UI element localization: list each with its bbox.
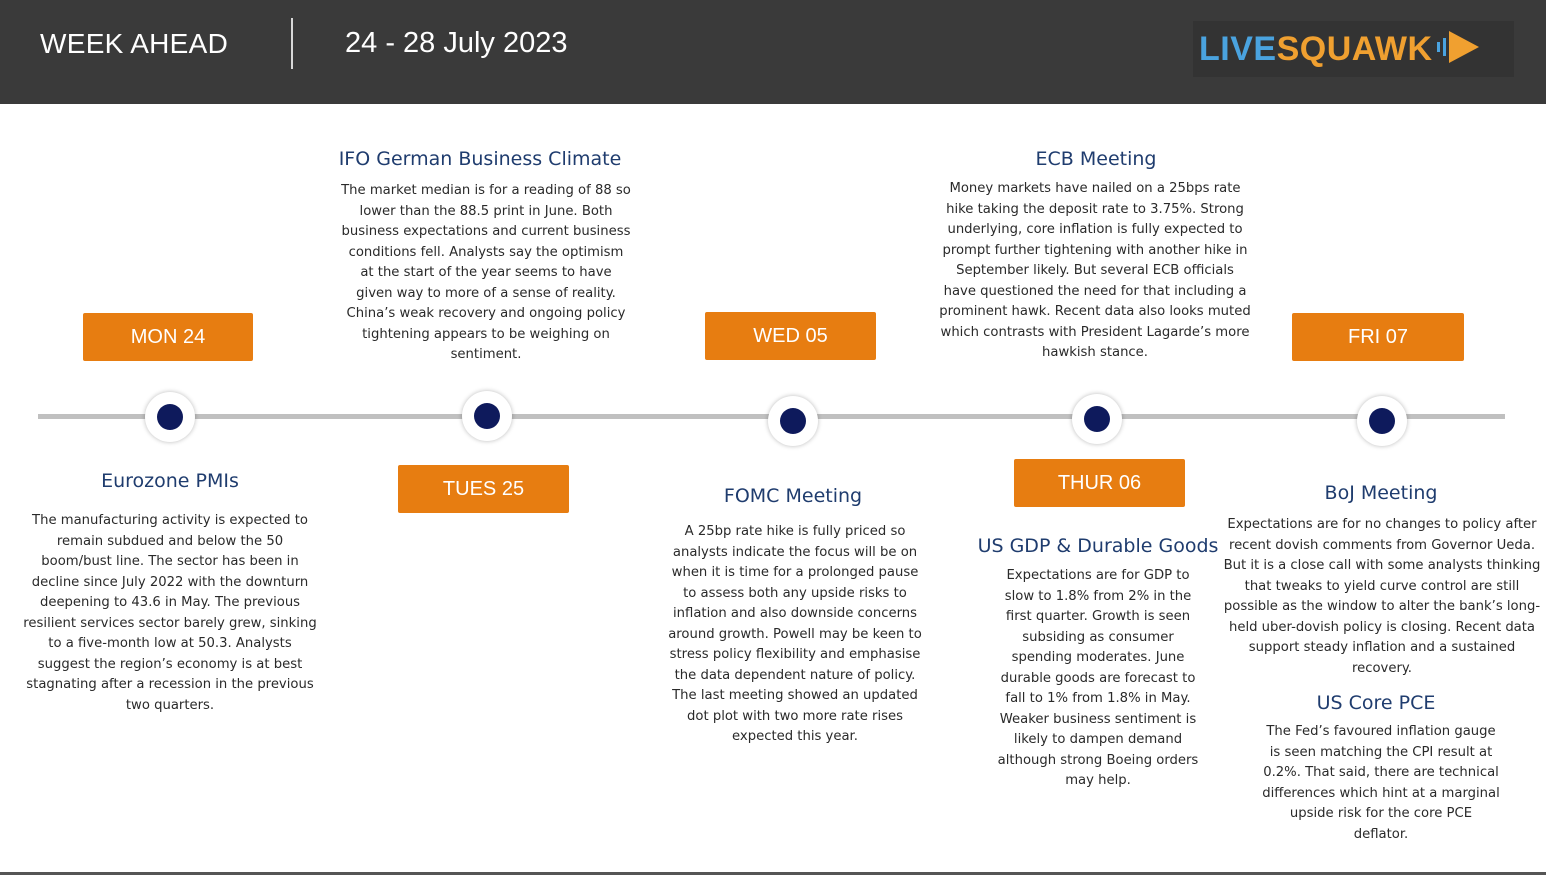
date-range: 24 - 28 July 2023 (345, 27, 568, 59)
day-label-thur: THUR 06 (1014, 459, 1185, 507)
header-divider (291, 18, 293, 69)
timeline-node-mon (145, 392, 195, 442)
event-title-eurozone-pmis: Eurozone PMIs (101, 470, 239, 492)
event-body-fomc: A 25bp rate hike is fully priced so analysts indicate the focus will be on when it is time for a prolonged pause to assess both any upside risks to inflation and also downside concerns around growth. Powell may be keen to stress policy flexibility and emphasise the data dependent nature of policy. The last meeting showed an updated dot plot with two more rate rises expected this year. (668, 524, 922, 744)
event-title-us-gdp: US GDP & Durable Goods (977, 535, 1219, 557)
timeline-node-fri (1357, 396, 1407, 446)
timeline-node-tues (462, 391, 512, 441)
timeline-dot (1084, 406, 1110, 432)
timeline-node-thur (1072, 394, 1122, 444)
event-title-fomc: FOMC Meeting (723, 485, 863, 507)
event-body-us-gdp: Expectations are for GDP to slow to 1.8% from 2% in the first quarter. Growth is seen subsiding as consumer spending moderates. June durable goods are forecast to fall to 1% from 1.8% in May. Weaker business sentiment is likely to dampen demand although strong Boeing orders may help. (997, 568, 1199, 788)
event-title-boj: BoJ Meeting (1324, 482, 1438, 504)
event-body-ifo: The market median is for a reading of 88 so lower than the 88.5 print in June. Both business expectations and current business conditions fell. Analysts say the optimism at the start of the year seems to have given way to more of a sense of reality. China’s weak recovery and ongoing policy tightening appears to be weighing on sentiment. (341, 183, 631, 362)
timeline-node-wed (768, 396, 818, 446)
event-title-ifo: IFO German Business Climate (338, 148, 622, 170)
event-body-boj: Expectations are for no changes to policy after recent dovish comments from Governor Ueda. But it is a close call with some analysts thinking that tweaks to yield curve control are still possible as the window to alter the bank’s long-held uber-dovish policy is closing. Recent data support steady inflation and a sustained recovery. (1223, 517, 1541, 676)
event-body-us-core-pce: The Fed’s favoured inflation gauge is seen matching the CPI result at 0.2%. That said, there are technical differences which hint at a marginal upside risk for the core PCE deflator. (1262, 724, 1500, 842)
day-label-fri: FRI 07 (1292, 313, 1464, 361)
event-title-ecb: ECB Meeting (1035, 148, 1157, 170)
timeline-dot (1369, 408, 1395, 434)
timeline-dot (157, 404, 183, 430)
timeline-dot (780, 408, 806, 434)
page-title: WEEK AHEAD (40, 28, 229, 59)
livesquawk-logo (1193, 21, 1514, 77)
event-body-eurozone-pmis: The manufacturing activity is expected to remain subdued and below the 50 boom/bust line. The sector has been in decline since July 2022 with the downturn deepening to 43.6 in May. The previous resilient services sector barely grew, sinking to a five-month low at 50.3. Analysts suggest the region’s economy is at best stagnating after a recession in the previous two quarters. (23, 513, 317, 713)
day-label-mon: MON 24 (83, 313, 253, 361)
play-arrow-icon (1435, 27, 1483, 71)
event-title-us-core-pce: US Core PCE (1316, 692, 1436, 714)
event-body-ecb: Money markets have nailed on a 25bps rate hike taking the deposit rate to 3.75%. Strong underlying, core inflation is fully expected to prompt further tightening with another hike in September likely. But several ECB officials have questioned the need for that including a prominent hawk. Recent data also looks muted which contrasts with President Lagarde’s more hawkish stance. (939, 181, 1251, 360)
day-label-tues: TUES 25 (398, 465, 569, 513)
day-label-wed: WED 05 (705, 312, 876, 360)
logo-wordmark: LIVESQUAWK (1199, 30, 1433, 68)
timeline-dot (474, 403, 500, 429)
header-bar (0, 0, 1546, 104)
